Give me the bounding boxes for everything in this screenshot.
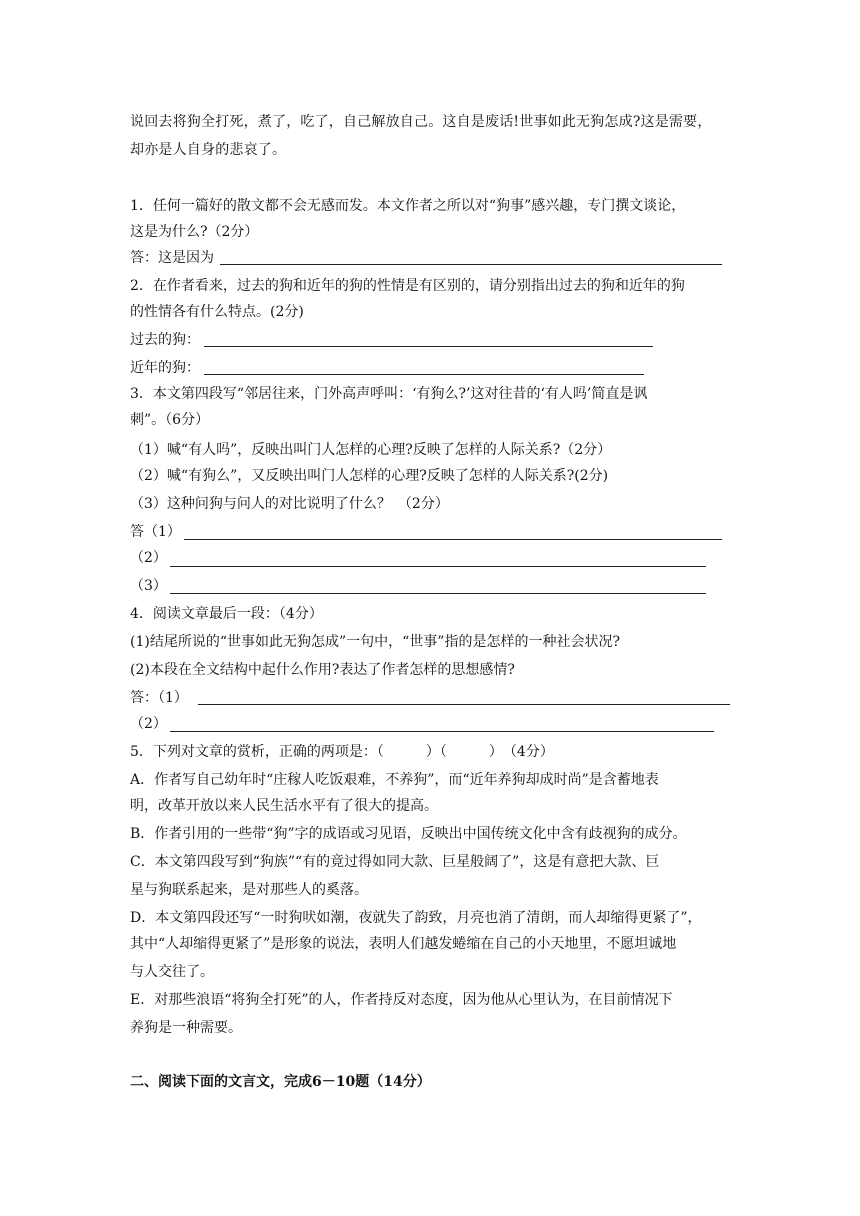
answer-blank[interactable] [220,264,722,265]
question-3-sub: （3）这种问狗与问人的对比说明了什么？ （2分） [130,496,449,512]
question-2-text: 的性情各有什么特点。(2分) [130,304,304,320]
option-c: C．本文第四段写到“狗族”“有的竟过得如同大款、巨星般阔了”，这是有意把大款、巨 [130,854,660,870]
question-5-text: 5．下列对文章的赏析，正确的两项是：（ ）（ ） （4分） [130,744,554,760]
question-4-sub: (2)本段在全文结构中起什么作用?表达了作者怎样的思想感情? [130,662,515,678]
answer-label: （2） [130,550,167,566]
option-c: 星与狗联系起来，是对那些人的奚落。 [130,882,368,898]
answer-blank[interactable] [170,566,706,567]
answer-blank[interactable] [170,731,714,732]
option-a: 明，改革开放以来人民生活水平有了很大的提高。 [130,798,438,814]
option-d: 与人交往了。 [130,964,214,980]
passage-line: 却亦是人自身的悲哀了。 [130,142,287,158]
question-2-text: 2．在作者看来，过去的狗和近年的狗的性情是有区别的，请分别指出过去的狗和近年的狗 [130,278,685,294]
option-e: E．对那些浪语“将狗全打死”的人，作者持反对态度，因为他从心里认为，在目前情况下 [130,992,673,1008]
answer-blank[interactable] [184,539,722,540]
question-1-text: 1．任何一篇好的散文都不会无感而发。本文作者之所以对“狗事”感兴趣，专门撰文谈论， [130,198,686,214]
question-4-sub: (1)结尾所说的“世事如此无狗怎成”一句中，“世事”指的是怎样的一种社会状况? [130,634,620,650]
question-3-sub: （2）喊“有狗么”，又反映出叫门人怎样的心理?反映了怎样的人际关系?(2分) [130,468,609,484]
answer-label: 近年的狗： [130,360,200,376]
option-d: 其中“人却缩得更紧了”是形象的说法，表明人们越发蜷缩在自己的小天地里，不愿坦诚地 [130,936,677,952]
option-a: A．作者写自己幼年时“庄稼人吃饭艰难，不养狗”，而“近年养狗却成时尚”是含蓄地表 [130,772,659,788]
option-d: D．本文第四段还写“一时狗吠如潮，夜就失了韵致，月亮也消了清朗，而人却缩得更紧了”， [130,910,702,926]
answer-blank[interactable] [170,593,706,594]
answer-label: 答（1） [130,524,181,540]
answer-label: 答：这是因为 [130,250,214,266]
question-3-text: 刺”。（6分） [130,412,210,428]
option-e: 养狗是一种需要。 [130,1020,242,1036]
answer-blank[interactable] [198,704,730,705]
question-1-text: 这是为什么?（2分） [130,224,259,240]
answer-label: 过去的狗： [130,332,200,348]
question-3-sub: （1）喊“有人吗”，反映出叫门人怎样的心理?反映了怎样的人际关系?（2分） [130,442,612,458]
answer-label: 答：（1） [130,690,188,706]
answer-label: （3） [130,578,167,594]
passage-line: 说回去将狗全打死，煮了，吃了，自己解放自己。这自是废话!世事如此无狗怎成?这是需要， [130,114,712,130]
question-4-text: 4．阅读文章最后一段：（4分） [130,606,323,622]
answer-blank[interactable] [204,346,653,347]
question-3-text: 3．本文第四段写“邻居往来，门外高声呼叫：‘有狗么?’这对往昔的‘有人吗’简直是讽 [130,386,648,402]
section-heading: 二、阅读下面的文言文，完成6－10题（14分） [130,1074,431,1090]
answer-blank[interactable] [204,374,644,375]
option-b: B．作者引用的一些带“狗”字的成语或习见语，反映出中国传统文化中含有歧视狗的成分。 [130,826,687,842]
answer-label: （2） [130,716,167,732]
